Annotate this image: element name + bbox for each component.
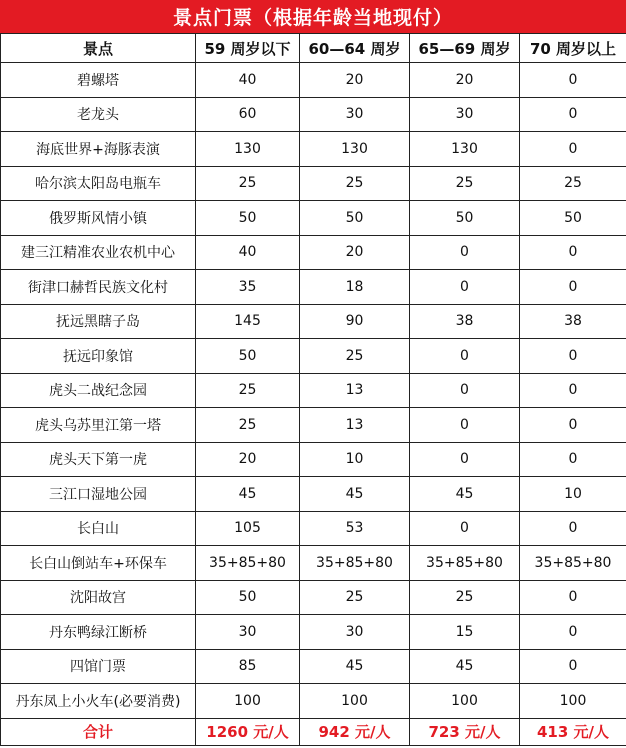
total-cell: 1260 元/人 [196, 718, 300, 745]
price-cell: 20 [300, 235, 410, 270]
price-cell: 20 [196, 442, 300, 477]
price-cell: 0 [520, 511, 626, 546]
table-row [1, 304, 626, 339]
table-row [1, 649, 626, 684]
table-title: 景点门票（根据年龄当地现付） [0, 0, 626, 33]
price-cell: 0 [520, 63, 626, 98]
price-cell: 0 [520, 373, 626, 408]
price-cell: 30 [196, 615, 300, 650]
price-cell: 130 [300, 132, 410, 167]
price-cell: 38 [520, 304, 626, 339]
price-cell: 85 [196, 649, 300, 684]
price-cell: 15 [410, 615, 520, 650]
price-cell: 53 [300, 511, 410, 546]
attraction-name-cell: 丹东凤上小火车(必要消费) [1, 684, 196, 719]
table-row [1, 477, 626, 512]
total-label: 合计 [1, 718, 196, 745]
price-cell: 38 [410, 304, 520, 339]
price-cell: 0 [520, 442, 626, 477]
header-row [1, 34, 626, 63]
price-cell: 100 [196, 684, 300, 719]
price-cell: 0 [520, 615, 626, 650]
price-cell: 45 [300, 649, 410, 684]
header-age-70-plus: 70 周岁以上 [520, 34, 626, 63]
price-cell: 25 [196, 408, 300, 443]
total-cell: 413 元/人 [520, 718, 626, 745]
price-cell: 90 [300, 304, 410, 339]
price-cell: 50 [410, 201, 520, 236]
price-cell: 40 [196, 235, 300, 270]
table-row [1, 615, 626, 650]
attraction-name-cell: 虎头乌苏里江第一塔 [1, 408, 196, 443]
price-cell: 13 [300, 373, 410, 408]
attraction-name-cell: 长白山倒站车+环保车 [1, 546, 196, 581]
price-cell: 0 [520, 270, 626, 305]
total-row [1, 718, 626, 745]
table-row [1, 63, 626, 98]
price-cell: 35+85+80 [300, 546, 410, 581]
table-row [1, 408, 626, 443]
price-cell: 50 [196, 580, 300, 615]
attraction-name-cell: 虎头天下第一虎 [1, 442, 196, 477]
price-cell: 0 [520, 408, 626, 443]
price-cell: 50 [520, 201, 626, 236]
table-row [1, 373, 626, 408]
price-cell: 13 [300, 408, 410, 443]
price-cell: 50 [196, 201, 300, 236]
table-row [1, 546, 626, 581]
price-cell: 10 [520, 477, 626, 512]
price-cell: 20 [300, 63, 410, 98]
price-cell: 25 [196, 166, 300, 201]
header-attraction: 景点 [1, 34, 196, 63]
table-row [1, 132, 626, 167]
table-row [1, 511, 626, 546]
price-cell: 0 [410, 339, 520, 374]
total-cell: 723 元/人 [410, 718, 520, 745]
price-cell: 105 [196, 511, 300, 546]
table-row [1, 97, 626, 132]
price-cell: 0 [410, 235, 520, 270]
price-cell: 25 [410, 580, 520, 615]
price-cell: 35 [196, 270, 300, 305]
price-cell: 30 [410, 97, 520, 132]
price-cell: 35+85+80 [196, 546, 300, 581]
price-cell: 10 [300, 442, 410, 477]
attraction-name-cell: 碧螺塔 [1, 63, 196, 98]
price-cell: 45 [410, 649, 520, 684]
table-row [1, 442, 626, 477]
price-cell: 60 [196, 97, 300, 132]
price-cell: 0 [520, 97, 626, 132]
price-cell: 100 [520, 684, 626, 719]
table-body [1, 63, 626, 719]
header-age-60-64: 60—64 周岁 [300, 34, 410, 63]
attraction-name-cell: 长白山 [1, 511, 196, 546]
ticket-price-table [0, 33, 626, 746]
price-cell: 0 [520, 132, 626, 167]
price-cell: 45 [300, 477, 410, 512]
price-cell: 30 [300, 615, 410, 650]
price-cell: 25 [520, 166, 626, 201]
attraction-name-cell: 俄罗斯风情小镇 [1, 201, 196, 236]
price-cell: 40 [196, 63, 300, 98]
price-cell: 0 [410, 270, 520, 305]
price-cell: 130 [410, 132, 520, 167]
price-cell: 45 [410, 477, 520, 512]
attraction-name-cell: 丹东鸭绿江断桥 [1, 615, 196, 650]
price-cell: 0 [410, 511, 520, 546]
price-cell: 145 [196, 304, 300, 339]
table-row [1, 235, 626, 270]
price-cell: 50 [196, 339, 300, 374]
price-cell: 45 [196, 477, 300, 512]
price-cell: 0 [410, 408, 520, 443]
total-cell: 942 元/人 [300, 718, 410, 745]
attraction-name-cell: 抚远黑瞎子岛 [1, 304, 196, 339]
price-cell: 20 [410, 63, 520, 98]
price-cell: 50 [300, 201, 410, 236]
price-cell: 0 [520, 580, 626, 615]
table-row [1, 166, 626, 201]
attraction-name-cell: 沈阳故宫 [1, 580, 196, 615]
price-cell: 130 [196, 132, 300, 167]
attraction-name-cell: 三江口湿地公园 [1, 477, 196, 512]
attraction-name-cell: 老龙头 [1, 97, 196, 132]
price-cell: 30 [300, 97, 410, 132]
attraction-name-cell: 哈尔滨太阳岛电瓶车 [1, 166, 196, 201]
price-cell: 0 [410, 373, 520, 408]
price-cell: 0 [520, 235, 626, 270]
price-cell: 25 [300, 580, 410, 615]
table-row [1, 684, 626, 719]
table-row [1, 270, 626, 305]
price-cell: 25 [300, 166, 410, 201]
header-age-65-69: 65—69 周岁 [410, 34, 520, 63]
price-cell: 0 [520, 339, 626, 374]
price-cell: 35+85+80 [410, 546, 520, 581]
price-cell: 35+85+80 [520, 546, 626, 581]
table-row [1, 580, 626, 615]
attraction-name-cell: 海底世界+海豚表演 [1, 132, 196, 167]
price-cell: 100 [410, 684, 520, 719]
table-row [1, 201, 626, 236]
attraction-name-cell: 虎头二战纪念园 [1, 373, 196, 408]
price-cell: 0 [520, 649, 626, 684]
header-age-under-59: 59 周岁以下 [196, 34, 300, 63]
price-cell: 0 [410, 442, 520, 477]
attraction-name-cell: 抚远印象馆 [1, 339, 196, 374]
attraction-name-cell: 四馆门票 [1, 649, 196, 684]
table-row [1, 339, 626, 374]
price-cell: 18 [300, 270, 410, 305]
price-cell: 25 [196, 373, 300, 408]
attraction-name-cell: 建三江精准农业农机中心 [1, 235, 196, 270]
price-cell: 25 [410, 166, 520, 201]
attraction-name-cell: 街津口赫哲民族文化村 [1, 270, 196, 305]
price-cell: 25 [300, 339, 410, 374]
price-cell: 100 [300, 684, 410, 719]
